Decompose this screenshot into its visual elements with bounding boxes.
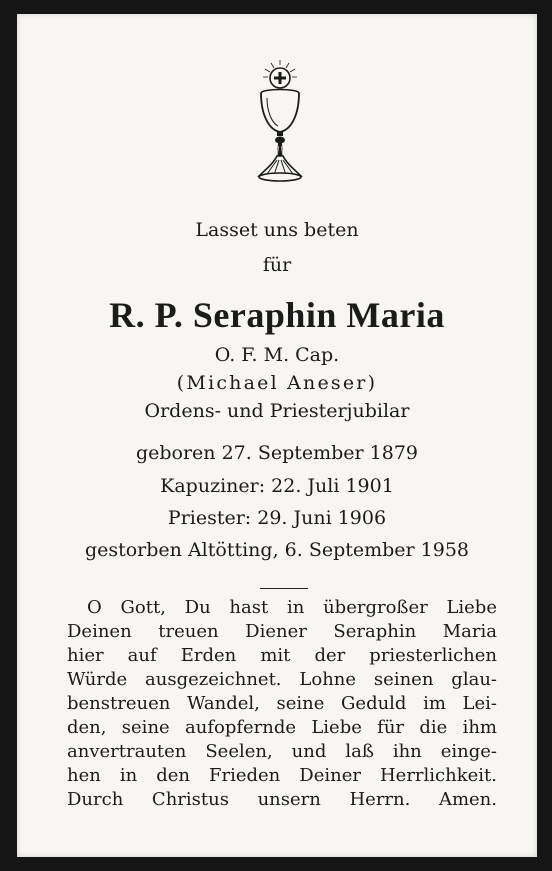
deceased-name: R. P. Seraphin Maria — [109, 295, 445, 335]
prayer-line: Würde ausgezeichnet. Lohne seinen glau- — [67, 669, 497, 690]
invocation-text: Lasset uns beten — [195, 219, 359, 241]
invocation-for-text: für — [262, 254, 292, 276]
death-date: gestorben Altötting, 6. September 1958 — [84, 539, 470, 561]
order-abbreviation: O. F. M. Cap. — [214, 344, 340, 366]
civil-name: (Michael Aneser) — [176, 372, 378, 394]
capuchin-date: Kapuziner: 22. Juli 1901 — [160, 475, 394, 497]
prayer-line: Durch Christus unsern Herrn. Amen. — [67, 789, 497, 810]
prayer-line: Deinen treuen Diener Seraphin Maria — [67, 621, 497, 642]
memorial-card — [17, 14, 537, 857]
jubilee-title: Ordens- und Priesterjubilar — [144, 400, 410, 422]
prayer-line: anvertrauten Seelen, und laß ihn einge- — [67, 741, 497, 762]
ordination-date: Priester: 29. Juni 1906 — [167, 507, 387, 529]
section-divider — [260, 588, 308, 589]
birth-date: geboren 27. September 1879 — [135, 442, 419, 464]
prayer-line: benstreuen Wandel, seine Geduld im Lei- — [67, 693, 497, 714]
prayer-line: O Gott, Du hast in übergroßer Liebe — [87, 597, 497, 618]
prayer-line: den, seine aufopfernde Liebe für die ihm — [67, 717, 497, 738]
prayer-line: hen in den Frieden Deiner Herrlichkeit. — [67, 765, 497, 786]
chalice-with-host-icon — [255, 60, 305, 184]
prayer-line: hier auf Erden mit der priesterlichen — [67, 645, 497, 666]
